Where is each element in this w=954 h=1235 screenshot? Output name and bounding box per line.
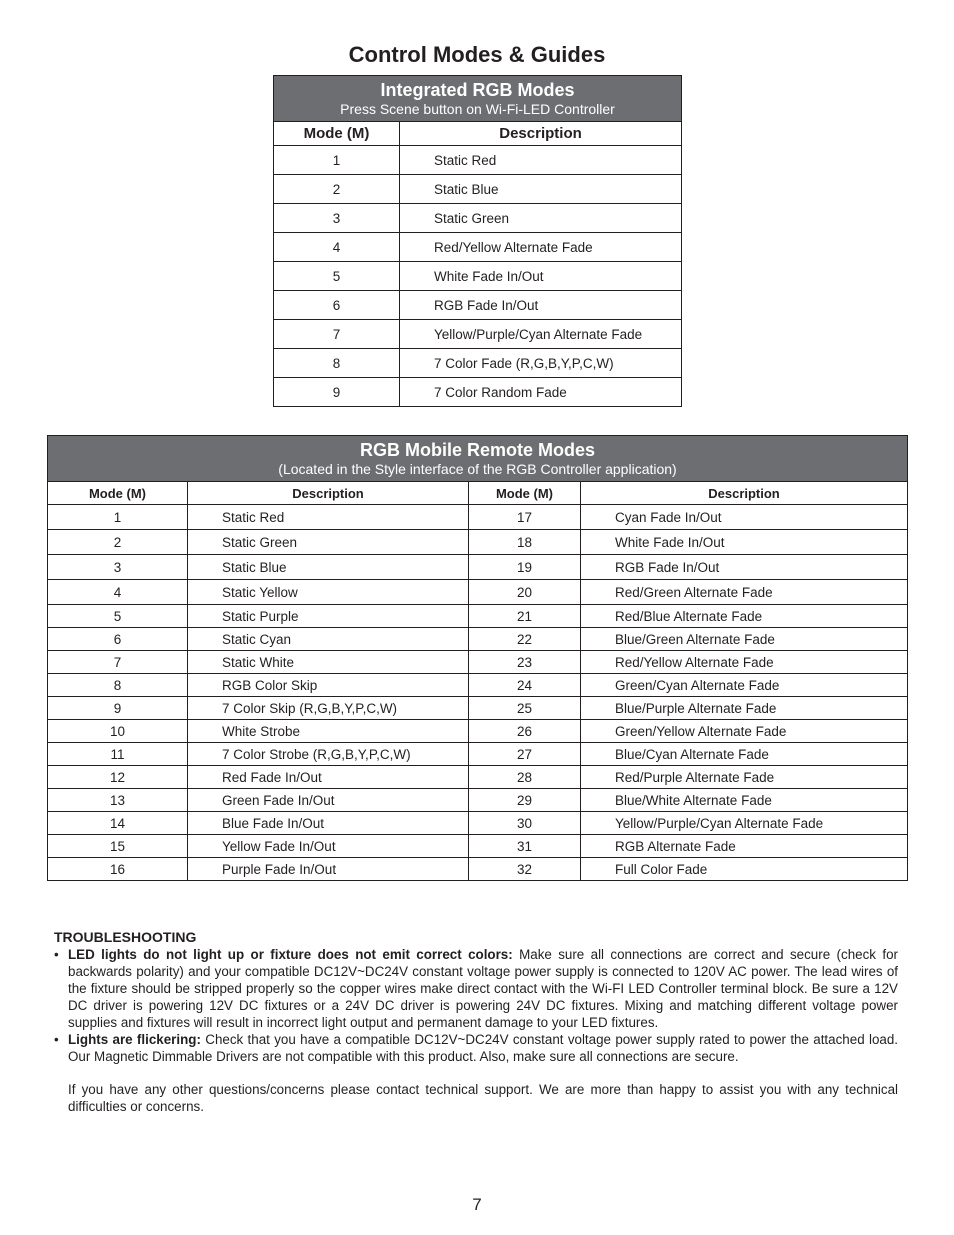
mode-description: Blue/Cyan Alternate Fade bbox=[581, 743, 908, 766]
column-header-description: Description bbox=[581, 482, 908, 505]
support-note: If you have any other questions/concerns please contact technical support. We are more than happy to assist you with any technical difficulties or concerns. bbox=[68, 1082, 898, 1114]
mode-description: Red/Yellow Alternate Fade bbox=[400, 233, 682, 262]
table-row bbox=[274, 233, 682, 262]
mode-number: 15 bbox=[48, 835, 188, 858]
column-header-description: Description bbox=[188, 482, 469, 505]
table-row bbox=[48, 789, 908, 812]
mode-description: 7 Color Skip (R,G,B,Y,P,C,W) bbox=[188, 697, 469, 720]
mode-description: Static Green bbox=[188, 530, 469, 555]
troubleshooting-heading: TROUBLESHOOTING bbox=[54, 929, 197, 945]
troubleshooting-list bbox=[54, 946, 898, 1065]
table-row bbox=[48, 505, 908, 530]
mode-number: 23 bbox=[469, 651, 581, 674]
mode-number: 3 bbox=[274, 204, 400, 233]
mobile-table-header bbox=[48, 436, 908, 482]
mode-number: 2 bbox=[274, 175, 400, 204]
rgb-mobile-remote-modes-table bbox=[47, 435, 908, 881]
mode-number: 28 bbox=[469, 766, 581, 789]
mode-description: RGB Color Skip bbox=[188, 674, 469, 697]
mode-number: 7 bbox=[48, 651, 188, 674]
mode-number: 19 bbox=[469, 555, 581, 580]
table-row bbox=[274, 349, 682, 378]
mode-number: 10 bbox=[48, 720, 188, 743]
mode-number: 26 bbox=[469, 720, 581, 743]
integrated-table-header bbox=[274, 76, 682, 122]
table-row bbox=[48, 651, 908, 674]
troubleshooting-item-text: Make sure all connections are correct and secure (check for backwards polarity) and your compatible DC12V~DC24V constant voltage power supply is connected to 120V AC power. The lead wires of the fixture should be stripped properly so the copper wires make direct contact with the Wi-FI LED Controller terminal block. Be sure a 12V DC driver is powering 12V DC fixtures or a 24V DC driver is powering 24V DC fixtures. Mixing and matching different voltage power supplies and fixtures will result in incorrect light output and permanent damage to your LED fixtures. bbox=[68, 947, 898, 1030]
mobile-heading: RGB Mobile Remote Modes bbox=[359, 440, 596, 460]
mode-number: 12 bbox=[48, 766, 188, 789]
mode-description: Yellow Fade In/Out bbox=[188, 835, 469, 858]
mode-number: 4 bbox=[274, 233, 400, 262]
mode-description: Full Color Fade bbox=[581, 858, 908, 881]
mode-description: Blue/Purple Alternate Fade bbox=[581, 697, 908, 720]
integrated-heading: Integrated RGB Modes bbox=[380, 80, 575, 100]
table-row bbox=[274, 262, 682, 291]
mode-number: 11 bbox=[48, 743, 188, 766]
page-title: Control Modes & Guides bbox=[348, 42, 606, 67]
mode-description: Blue Fade In/Out bbox=[188, 812, 469, 835]
table-row bbox=[48, 812, 908, 835]
mode-description: Blue/Green Alternate Fade bbox=[581, 628, 908, 651]
table-row bbox=[274, 378, 682, 407]
table-row bbox=[48, 628, 908, 651]
troubleshooting-item-lead: Lights are flickering: bbox=[68, 1032, 201, 1047]
mode-description: Blue/White Alternate Fade bbox=[581, 789, 908, 812]
mode-number: 17 bbox=[469, 505, 581, 530]
mode-description: Static Cyan bbox=[188, 628, 469, 651]
table-row bbox=[48, 580, 908, 605]
column-header-mode: Mode (M) bbox=[48, 482, 188, 505]
bullet-icon: • bbox=[54, 1032, 59, 1047]
mode-description: RGB Fade In/Out bbox=[400, 291, 682, 320]
mode-description: Static Blue bbox=[400, 175, 682, 204]
mode-description: White Strobe bbox=[188, 720, 469, 743]
mode-number: 5 bbox=[274, 262, 400, 291]
mode-description: White Fade In/Out bbox=[581, 530, 908, 555]
table-row bbox=[48, 555, 908, 580]
mode-description: 7 Color Random Fade bbox=[400, 378, 682, 407]
mode-description: Static Purple bbox=[188, 605, 469, 628]
mode-description: Static White bbox=[188, 651, 469, 674]
mode-description: White Fade In/Out bbox=[400, 262, 682, 291]
integrated-subheading: Press Scene button on Wi-Fi-LED Controller bbox=[340, 101, 615, 117]
mode-number: 8 bbox=[48, 674, 188, 697]
troubleshooting-item bbox=[54, 946, 898, 1031]
mode-description: Red/Green Alternate Fade bbox=[581, 580, 908, 605]
column-header-mode: Mode (M) bbox=[274, 122, 400, 146]
troubleshooting-section bbox=[54, 929, 898, 1115]
mode-description: Red/Yellow Alternate Fade bbox=[581, 651, 908, 674]
mode-description: Static Blue bbox=[188, 555, 469, 580]
table-row bbox=[48, 835, 908, 858]
mode-description: Green Fade In/Out bbox=[188, 789, 469, 812]
mode-number: 13 bbox=[48, 789, 188, 812]
mode-number: 18 bbox=[469, 530, 581, 555]
mode-description: Green/Yellow Alternate Fade bbox=[581, 720, 908, 743]
mode-number: 24 bbox=[469, 674, 581, 697]
page-number: 7 bbox=[472, 1195, 482, 1214]
mode-number: 27 bbox=[469, 743, 581, 766]
mode-number: 3 bbox=[48, 555, 188, 580]
mode-number: 9 bbox=[274, 378, 400, 407]
mobile-subheading: (Located in the Style interface of the RGB Controller application) bbox=[278, 461, 677, 477]
mode-description: Red/Blue Alternate Fade bbox=[581, 605, 908, 628]
troubleshooting-item-text: Check that you have a compatible DC12V~DC24V constant voltage power supply rated to power the attached load. Our Magnetic Dimmable Drivers are not compatible with this product. Also, make sure all connections are secure. bbox=[68, 1032, 899, 1064]
table-row bbox=[48, 605, 908, 628]
mode-number: 6 bbox=[48, 628, 188, 651]
mode-number: 31 bbox=[469, 835, 581, 858]
mode-number: 4 bbox=[48, 580, 188, 605]
mode-number: 8 bbox=[274, 349, 400, 378]
integrated-rgb-modes-table bbox=[273, 75, 682, 407]
table-row bbox=[48, 697, 908, 720]
troubleshooting-item-lead: LED lights do not light up or fixture does not emit correct colors: bbox=[68, 947, 513, 962]
column-header-mode: Mode (M) bbox=[469, 482, 581, 505]
table-row bbox=[48, 720, 908, 743]
mode-description: Static Yellow bbox=[188, 580, 469, 605]
bullet-icon: • bbox=[54, 947, 59, 962]
mode-number: 30 bbox=[469, 812, 581, 835]
mode-number: 21 bbox=[469, 605, 581, 628]
troubleshooting-item bbox=[54, 1031, 898, 1065]
mode-description: 7 Color Strobe (R,G,B,Y,P,C,W) bbox=[188, 743, 469, 766]
mode-number: 7 bbox=[274, 320, 400, 349]
mode-description: RGB Fade In/Out bbox=[581, 555, 908, 580]
mode-description: Static Red bbox=[400, 146, 682, 175]
column-header-description: Description bbox=[400, 122, 682, 146]
mode-description: Red Fade In/Out bbox=[188, 766, 469, 789]
mode-description: Purple Fade In/Out bbox=[188, 858, 469, 881]
mode-description: RGB Alternate Fade bbox=[581, 835, 908, 858]
table-row bbox=[48, 674, 908, 697]
table-row bbox=[48, 766, 908, 789]
mode-number: 32 bbox=[469, 858, 581, 881]
mode-description: Yellow/Purple/Cyan Alternate Fade bbox=[581, 812, 908, 835]
mode-number: 22 bbox=[469, 628, 581, 651]
mode-number: 9 bbox=[48, 697, 188, 720]
mode-description: Green/Cyan Alternate Fade bbox=[581, 674, 908, 697]
mode-description: Yellow/Purple/Cyan Alternate Fade bbox=[400, 320, 682, 349]
mode-number: 5 bbox=[48, 605, 188, 628]
mode-description: Static Green bbox=[400, 204, 682, 233]
mode-description: Cyan Fade In/Out bbox=[581, 505, 908, 530]
table-row bbox=[274, 320, 682, 349]
mode-number: 1 bbox=[274, 146, 400, 175]
mode-number: 2 bbox=[48, 530, 188, 555]
table-row bbox=[48, 858, 908, 881]
mode-number: 29 bbox=[469, 789, 581, 812]
mode-number: 14 bbox=[48, 812, 188, 835]
table-row bbox=[48, 530, 908, 555]
mode-number: 16 bbox=[48, 858, 188, 881]
table-row bbox=[274, 291, 682, 320]
mode-description: Static Red bbox=[188, 505, 469, 530]
mode-number: 25 bbox=[469, 697, 581, 720]
mode-description: Red/Purple Alternate Fade bbox=[581, 766, 908, 789]
table-row bbox=[274, 204, 682, 233]
mode-number: 6 bbox=[274, 291, 400, 320]
mode-number: 1 bbox=[48, 505, 188, 530]
table-row bbox=[274, 175, 682, 204]
table-row bbox=[274, 146, 682, 175]
mode-description: 7 Color Fade (R,G,B,Y,P,C,W) bbox=[400, 349, 682, 378]
mode-number: 20 bbox=[469, 580, 581, 605]
table-row bbox=[48, 743, 908, 766]
